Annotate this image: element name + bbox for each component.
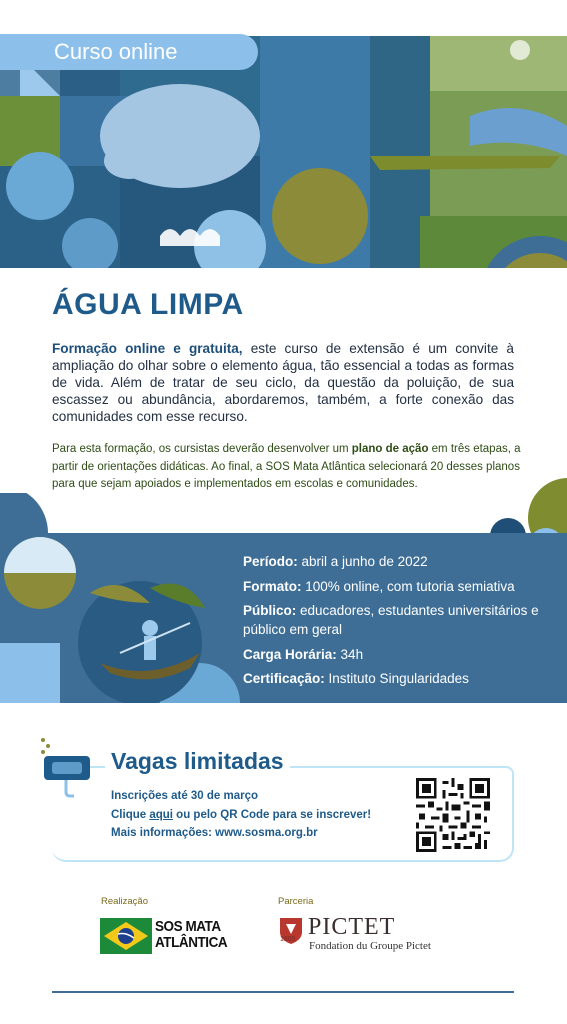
registration-cta: Clique aqui ou pelo QR Code para se inscrever! (111, 808, 372, 821)
course-info-list (243, 552, 553, 694)
sos-mata-atlantica-logo: SOS MATA ATLÂNTICA (155, 918, 228, 951)
plan-text-a: Para esta formação, os cursistas deverão desenvolver um (52, 443, 352, 455)
vagas-title: Vagas limitadas (105, 748, 290, 775)
registration-link[interactable]: aqui (149, 808, 173, 821)
brazil-flag-icon (100, 918, 152, 954)
parceria-label: Parceria (278, 896, 314, 907)
pictet-year: 1805 (280, 936, 296, 943)
hero-illustration (0, 36, 567, 268)
pictet-name: PICTET (308, 914, 396, 940)
info-hours: Carga Horária: 34h (243, 646, 364, 662)
intro-text: este curso de extensão é um convite à ampliação do olhar sobre o elemento água, tão essencial a todas as formas de vida. Além de tratar de seu ciclo, da questão da poluição, de sua escassez ou abundância, abordaremos, também, a forte conexão das comunidades com esse recurso. (52, 341, 514, 424)
pictet-subtitle: Fondation du Groupe Pictet (309, 940, 431, 952)
diving-mask-icon (40, 736, 100, 798)
page-title: ÁGUA LIMPA (52, 288, 244, 321)
info-format: Formato: 100% online, com tutoria semiativa (243, 578, 515, 594)
plan-text-b: em três etapas, a partir de orientações didáticas. Ao final, a SOS Mata Atlântica selecionará 20 desses planos para que sejam apoiados e implementados em escolas e comunidades. (52, 443, 521, 490)
intro-paragraph (52, 340, 514, 425)
qr-code[interactable] (416, 778, 490, 852)
plan-paragraph (52, 441, 532, 494)
info-period: Período: abril a junho de 2022 (243, 554, 428, 569)
intro-bold: Formação online e gratuita, (52, 341, 243, 356)
pictet-crest-icon (276, 914, 306, 950)
more-info: Mais informações: www.sosma.org.br (111, 827, 318, 839)
registration-deadline: Inscrições até 30 de março (111, 790, 259, 802)
course-tag: Curso online (0, 34, 258, 70)
bottom-divider (52, 991, 514, 993)
canoe-illustration (0, 533, 240, 703)
plan-bold: plano de ação (351, 443, 429, 455)
info-certification: Certificação: Instituto Singularidades (243, 671, 469, 687)
realizacao-label: Realização (101, 896, 148, 907)
vagas-details (111, 787, 371, 843)
info-audience: Público: educadores, estudantes universitários e público em geral (243, 603, 539, 638)
